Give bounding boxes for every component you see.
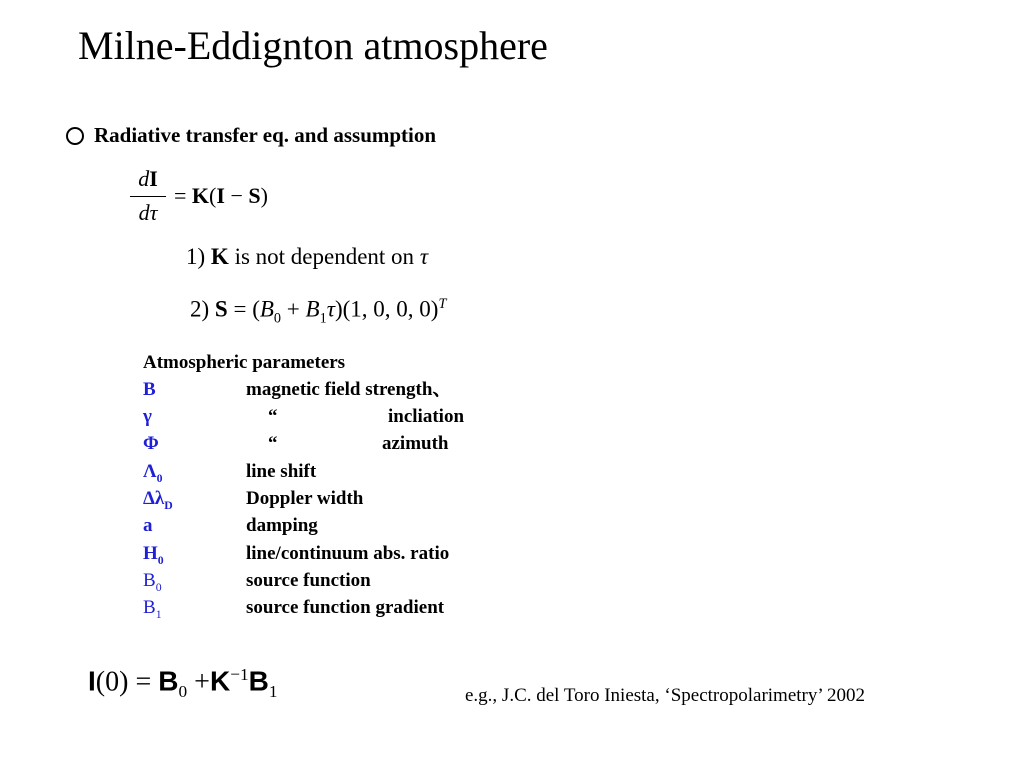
parameter-row xyxy=(143,512,543,539)
parameter-description: line/continuum abs. ratio xyxy=(246,543,450,564)
parameter-symbol: a xyxy=(143,515,153,536)
parameters-heading: Atmospheric parameters xyxy=(143,352,346,373)
fraction-denominator: dτ xyxy=(138,200,158,225)
parameter-symbol: $B_1$ xyxy=(143,597,162,621)
parameter-description: source function xyxy=(246,570,371,591)
circle-bullet-icon xyxy=(66,127,84,145)
parameter-description: Doppler width xyxy=(246,488,364,509)
assumption-2-eq: = ( xyxy=(233,296,260,322)
assumption-1-text: is not dependent on xyxy=(234,244,415,269)
equation-fraction xyxy=(130,166,166,226)
parameter-row xyxy=(143,430,543,457)
parameter-description: damping xyxy=(246,515,318,536)
parameter-row xyxy=(143,376,543,403)
numerator-I: I xyxy=(149,166,158,191)
final-B0: B xyxy=(158,665,179,697)
parameter-symbol: $\Delta\lambda_D$ xyxy=(143,488,173,512)
parameter-row xyxy=(143,594,543,621)
reference-citation: e.g., J.C. del Toro Iniesta, ‘Spectropolarimetry’ 2002 xyxy=(465,685,866,706)
final-K-sup: −1 xyxy=(230,665,249,684)
fraction-numerator xyxy=(130,166,166,192)
parameter-symbol: $B_0$ xyxy=(143,570,162,594)
assumption-2-B0: B xyxy=(259,296,274,322)
section-heading-text: Radiative transfer eq. and assumption xyxy=(94,123,437,147)
parameter-symbol: $\Lambda_0$ xyxy=(143,461,163,485)
slide-title: Milne-Eddignton atmosphere xyxy=(78,23,548,68)
eq-S: S xyxy=(248,183,261,208)
assumption-2-B1-sub: 1 xyxy=(319,310,327,327)
assumption-2-sup: T xyxy=(438,296,447,312)
assumption-2 xyxy=(190,290,446,332)
numerator-d: d xyxy=(138,166,150,191)
final-equals: = xyxy=(135,666,152,698)
boundary-equation xyxy=(88,658,278,709)
assumption-1-symbol: K xyxy=(210,244,229,269)
parameter-description: incliation xyxy=(388,406,465,427)
equation-rhs xyxy=(174,182,268,210)
final-K: K xyxy=(209,665,231,697)
final-I: I xyxy=(88,665,96,697)
parameter-row xyxy=(143,485,543,512)
eq-K: K xyxy=(191,183,210,208)
eq-close-paren: ) xyxy=(260,183,268,208)
eq-open-paren: ( xyxy=(209,183,217,208)
final-arg: (0) xyxy=(95,666,129,698)
assumption-2-tail: )(1, 0, 0, 0) xyxy=(334,296,439,322)
assumption-1-var: τ xyxy=(419,244,429,269)
parameter-description: source function gradient xyxy=(246,597,445,618)
eq-minus: − xyxy=(230,183,243,208)
parameter-symbol: Φ xyxy=(143,433,159,454)
parameter-description: azimuth xyxy=(382,433,449,454)
ditto-mark: “ xyxy=(268,406,278,427)
parameter-row xyxy=(143,540,543,567)
parameter-symbol: $H_0$ xyxy=(143,543,164,567)
assumption-2-B0-sub: 0 xyxy=(273,310,282,327)
final-B1: B xyxy=(248,665,269,697)
eq-I: I xyxy=(216,183,225,208)
eq-equals: = xyxy=(174,183,187,208)
assumption-2-B1: B xyxy=(305,296,320,322)
assumption-1-number: 1) xyxy=(186,244,206,269)
assumption-2-plus: + xyxy=(281,296,306,322)
parameter-symbol: B xyxy=(143,379,156,400)
parameter-row xyxy=(143,403,543,430)
fraction-bar xyxy=(130,196,166,197)
parameter-row xyxy=(143,458,543,485)
assumption-2-tau: τ xyxy=(326,296,335,322)
parameter-description: line shift xyxy=(246,461,317,482)
final-B0-sub: 0 xyxy=(178,681,188,701)
assumption-1 xyxy=(186,243,428,271)
assumption-2-symbol: S xyxy=(214,296,228,322)
final-B1-sub: 1 xyxy=(268,681,278,701)
ditto-mark: “ xyxy=(268,433,278,454)
parameter-row xyxy=(143,567,543,594)
parameter-description: magnetic field strength、 xyxy=(246,379,452,400)
section-heading xyxy=(66,121,436,149)
parameter-symbol: γ xyxy=(143,406,152,427)
assumption-2-number: 2) xyxy=(190,296,210,322)
final-plus: + xyxy=(194,666,210,698)
